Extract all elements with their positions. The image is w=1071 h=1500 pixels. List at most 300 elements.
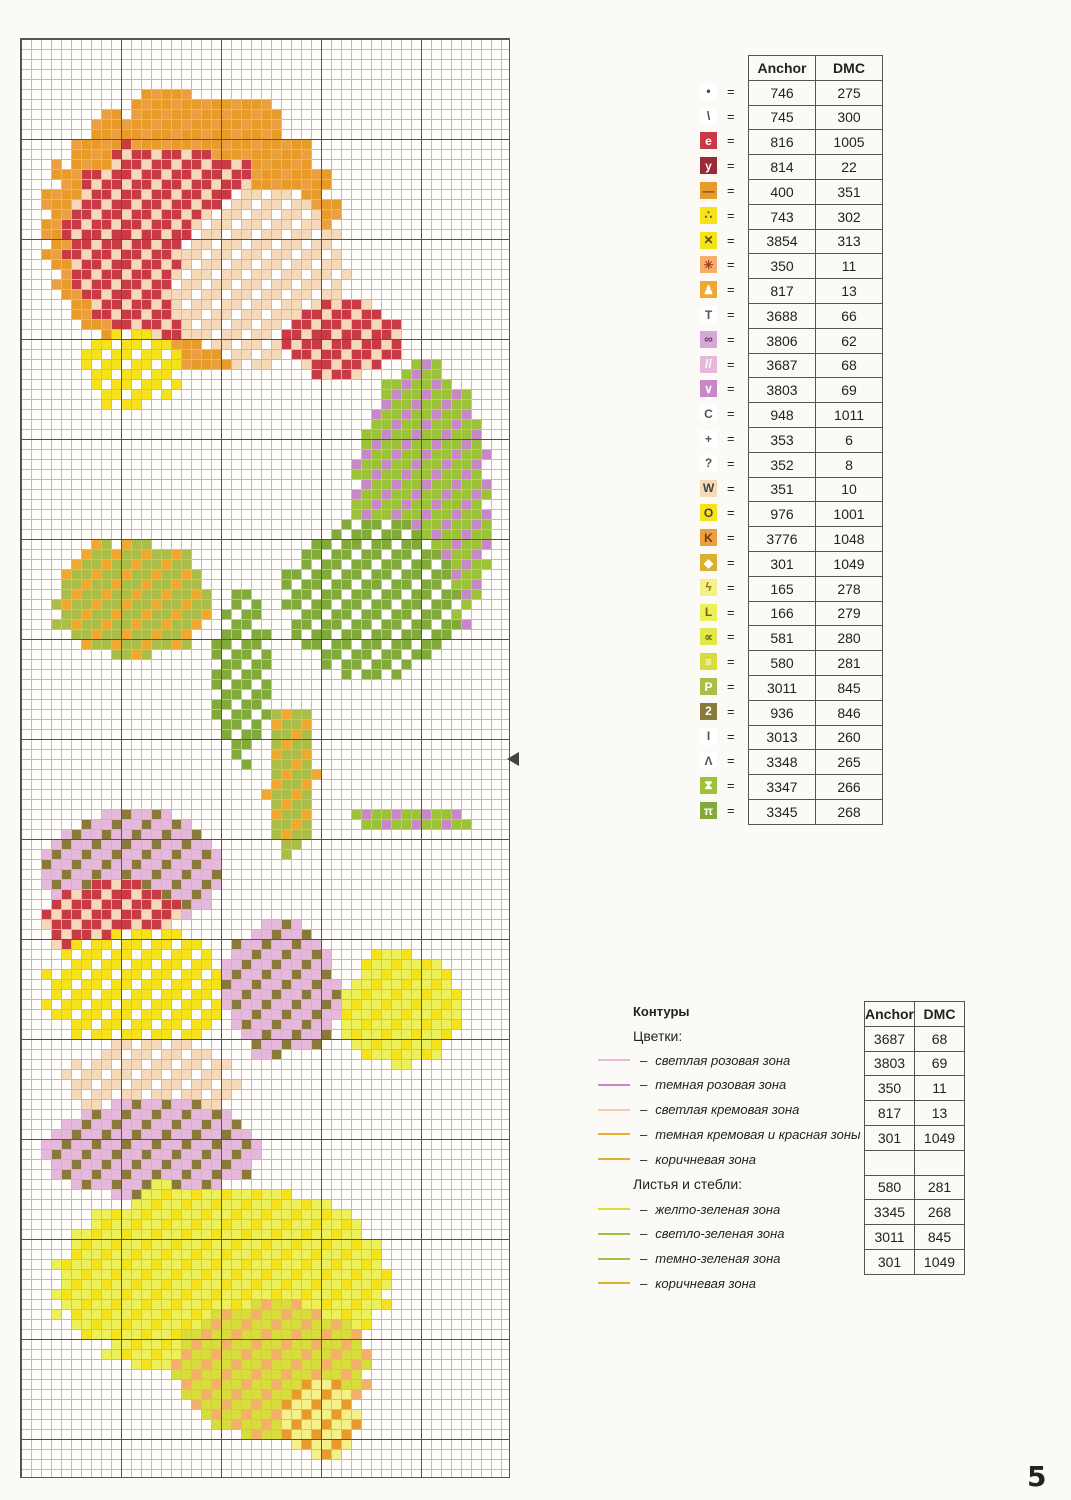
stitch-cell bbox=[192, 330, 201, 339]
legend-anchor-cell: 817 bbox=[749, 279, 816, 304]
stitch-cell bbox=[142, 860, 151, 869]
legend-row bbox=[749, 651, 883, 676]
stitch-cell bbox=[182, 890, 191, 899]
stitch-cell bbox=[232, 740, 241, 749]
stitch-cell bbox=[332, 610, 341, 619]
stitch-cell bbox=[252, 1050, 261, 1059]
stitch-cell bbox=[432, 970, 441, 979]
stitch-cell bbox=[342, 610, 351, 619]
stitch-cell bbox=[202, 150, 211, 159]
stitch-cell bbox=[292, 790, 301, 799]
contour-dash: – bbox=[640, 1052, 648, 1068]
legend-row bbox=[749, 527, 883, 552]
stitch-cell bbox=[242, 230, 251, 239]
stitch-cell bbox=[312, 1260, 321, 1269]
stitch-cell bbox=[62, 1130, 71, 1139]
stitch-cell bbox=[452, 410, 461, 419]
stitch-cell bbox=[272, 720, 281, 729]
stitch-cell bbox=[292, 920, 301, 929]
stitch-cell bbox=[332, 580, 341, 589]
stitch-cell bbox=[72, 260, 81, 269]
stitch-cell bbox=[182, 310, 191, 319]
stitch-cell bbox=[202, 870, 211, 879]
stitch-cell bbox=[242, 1290, 251, 1299]
legend-anchor-cell: 580 bbox=[749, 651, 816, 676]
stitch-cell bbox=[282, 260, 291, 269]
stitch-cell bbox=[202, 1000, 211, 1009]
stitch-cell bbox=[242, 640, 251, 649]
stitch-cell bbox=[292, 1240, 301, 1249]
stitch-cell bbox=[252, 730, 261, 739]
stitch-cell bbox=[112, 610, 121, 619]
stitch-cell bbox=[122, 390, 131, 399]
stitch-cell bbox=[202, 140, 211, 149]
stitch-cell bbox=[322, 1350, 331, 1359]
stitch-cell bbox=[472, 560, 481, 569]
stitch-cell bbox=[412, 410, 421, 419]
stitch-cell bbox=[472, 470, 481, 479]
legend-equals-sign: = bbox=[727, 133, 735, 149]
stitch-cell bbox=[292, 1310, 301, 1319]
stitch-cell bbox=[222, 1230, 231, 1239]
stitch-cell bbox=[202, 1280, 211, 1289]
stitch-cell bbox=[102, 330, 111, 339]
stitch-cell bbox=[72, 1140, 81, 1149]
stitch-cell bbox=[392, 630, 401, 639]
stitch-cell bbox=[272, 790, 281, 799]
stitch-cell bbox=[82, 1240, 91, 1249]
stitch-cell bbox=[302, 1220, 311, 1229]
stitch-cell bbox=[452, 510, 461, 519]
stitch-cell bbox=[142, 1290, 151, 1299]
stitch-cell bbox=[222, 1400, 231, 1409]
stitch-cell bbox=[92, 1330, 101, 1339]
stitch-cell bbox=[142, 820, 151, 829]
stitch-cell bbox=[82, 630, 91, 639]
stitch-cell bbox=[82, 1150, 91, 1159]
stitch-cell bbox=[172, 1130, 181, 1139]
stitch-cell bbox=[332, 250, 341, 259]
stitch-cell bbox=[282, 250, 291, 259]
stitch-cell bbox=[352, 1220, 361, 1229]
stitch-cell bbox=[232, 210, 241, 219]
stitch-cell bbox=[162, 1350, 171, 1359]
stitch-cell bbox=[252, 1030, 261, 1039]
stitch-cell bbox=[122, 1250, 131, 1259]
stitch-cell bbox=[132, 1100, 141, 1109]
stitch-cell bbox=[152, 980, 161, 989]
stitch-cell bbox=[202, 1160, 211, 1169]
stitch-cell bbox=[132, 110, 141, 119]
stitch-cell bbox=[122, 990, 131, 999]
stitch-cell bbox=[102, 640, 111, 649]
stitch-cell bbox=[292, 760, 301, 769]
stitch-cell bbox=[122, 1070, 131, 1079]
stitch-cell bbox=[172, 930, 181, 939]
stitch-cell bbox=[412, 960, 421, 969]
stitch-cell bbox=[192, 270, 201, 279]
stitch-cell bbox=[62, 830, 71, 839]
legend-row bbox=[749, 725, 883, 750]
stitch-cell bbox=[182, 290, 191, 299]
stitch-cell bbox=[272, 1400, 281, 1409]
stitch-cell bbox=[442, 600, 451, 609]
stitch-cell bbox=[242, 1000, 251, 1009]
stitch-cell bbox=[222, 230, 231, 239]
contour-dash: – bbox=[640, 1226, 648, 1242]
stitch-cell bbox=[262, 130, 271, 139]
stitch-cell bbox=[52, 890, 61, 899]
contour-dmc-cell: 845 bbox=[915, 1225, 965, 1250]
stitch-cell bbox=[362, 570, 371, 579]
stitch-cell bbox=[252, 1380, 261, 1389]
stitch-cell bbox=[202, 1200, 211, 1209]
stitch-cell bbox=[192, 1050, 201, 1059]
stitch-cell bbox=[222, 360, 231, 369]
stitch-cell bbox=[212, 980, 221, 989]
contour-line-swatch bbox=[598, 1059, 630, 1061]
stitch-cell bbox=[162, 180, 171, 189]
stitch-cell bbox=[242, 690, 251, 699]
stitch-cell bbox=[162, 1020, 171, 1029]
stitch-cell bbox=[142, 360, 151, 369]
stitch-cell bbox=[322, 960, 331, 969]
stitch-cell bbox=[192, 1280, 201, 1289]
stitch-cell bbox=[162, 170, 171, 179]
stitch-cell bbox=[112, 370, 121, 379]
stitch-cell bbox=[312, 330, 321, 339]
stitch-cell bbox=[232, 650, 241, 659]
stitch-cell bbox=[162, 970, 171, 979]
stitch-cell bbox=[142, 240, 151, 249]
page-number: 5 bbox=[1027, 1460, 1047, 1493]
stitch-cell bbox=[172, 590, 181, 599]
stitch-cell bbox=[392, 570, 401, 579]
stitch-cell bbox=[122, 1210, 131, 1219]
stitch-cell bbox=[82, 320, 91, 329]
stitch-cell bbox=[142, 1090, 151, 1099]
stitch-cell bbox=[212, 350, 221, 359]
stitch-cell bbox=[432, 510, 441, 519]
stitch-cell bbox=[102, 120, 111, 129]
stitch-cell bbox=[362, 620, 371, 629]
legend-equals-sign: = bbox=[727, 803, 735, 818]
stitch-cell bbox=[392, 960, 401, 969]
legend-equals-sign: = bbox=[727, 331, 735, 347]
legend-symbol-swatch: • bbox=[700, 83, 717, 100]
stitch-cell bbox=[72, 960, 81, 969]
stitch-cell bbox=[162, 1310, 171, 1319]
stitch-cell bbox=[202, 350, 211, 359]
stitch-cell bbox=[282, 820, 291, 829]
stitch-cell bbox=[102, 320, 111, 329]
stitch-cell bbox=[162, 1230, 171, 1239]
stitch-cell bbox=[262, 190, 271, 199]
stitch-cell bbox=[152, 1120, 161, 1129]
stitch-cell bbox=[462, 410, 471, 419]
stitch-cell bbox=[62, 950, 71, 959]
stitch-cell bbox=[92, 1300, 101, 1309]
stitch-cell bbox=[252, 1200, 261, 1209]
stitch-cell bbox=[392, 380, 401, 389]
stitch-cell bbox=[92, 1130, 101, 1139]
stitch-cell bbox=[372, 620, 381, 629]
stitch-cell bbox=[62, 990, 71, 999]
stitch-cell bbox=[302, 290, 311, 299]
stitch-cell bbox=[302, 1380, 311, 1389]
stitch-cell bbox=[112, 1110, 121, 1119]
legend-anchor-cell: 3803 bbox=[749, 378, 816, 403]
stitch-cell bbox=[382, 410, 391, 419]
stitch-cell bbox=[232, 160, 241, 169]
stitch-cell bbox=[242, 120, 251, 129]
legend-symbol-row bbox=[700, 798, 742, 823]
stitch-cell bbox=[192, 1120, 201, 1129]
stitch-cell bbox=[292, 180, 301, 189]
stitch-cell bbox=[392, 1000, 401, 1009]
stitch-cell bbox=[412, 1040, 421, 1049]
stitch-cell bbox=[102, 160, 111, 169]
stitch-cell bbox=[162, 1010, 171, 1019]
legend-dmc-cell: 11 bbox=[816, 254, 883, 279]
stitch-cell bbox=[152, 560, 161, 569]
stitch-cell bbox=[202, 1300, 211, 1309]
stitch-cell bbox=[262, 1350, 271, 1359]
stitch-cell bbox=[302, 720, 311, 729]
stitch-cell bbox=[232, 300, 241, 309]
stitch-cell bbox=[232, 1330, 241, 1339]
stitch-cell bbox=[392, 490, 401, 499]
stitch-cell bbox=[342, 650, 351, 659]
stitch-cell bbox=[112, 980, 121, 989]
stitch-cell bbox=[342, 360, 351, 369]
stitch-cell bbox=[252, 1370, 261, 1379]
stitch-cell bbox=[252, 210, 261, 219]
stitch-cell bbox=[112, 1140, 121, 1149]
stitch-cell bbox=[162, 1330, 171, 1339]
stitch-cell bbox=[112, 1050, 121, 1059]
stitch-cell bbox=[282, 1280, 291, 1289]
stitch-cell bbox=[432, 480, 441, 489]
stitch-cell bbox=[202, 1010, 211, 1019]
stitch-cell bbox=[202, 610, 211, 619]
stitch-cell bbox=[232, 950, 241, 959]
stitch-cell bbox=[292, 270, 301, 279]
stitch-cell bbox=[172, 130, 181, 139]
stitch-cell bbox=[392, 560, 401, 569]
stitch-cell bbox=[152, 1050, 161, 1059]
legend-symbol-row bbox=[700, 129, 742, 154]
stitch-cell bbox=[302, 790, 311, 799]
stitch-cell bbox=[322, 180, 331, 189]
stitch-cell bbox=[432, 820, 441, 829]
stitch-cell bbox=[182, 1210, 191, 1219]
stitch-cell bbox=[202, 130, 211, 139]
stitch-cell bbox=[122, 1140, 131, 1149]
stitch-cell bbox=[182, 200, 191, 209]
stitch-cell bbox=[362, 460, 371, 469]
stitch-cell bbox=[392, 620, 401, 629]
stitch-cell bbox=[392, 540, 401, 549]
stitch-cell bbox=[342, 1330, 351, 1339]
stitch-cell bbox=[122, 1310, 131, 1319]
stitch-cell bbox=[152, 880, 161, 889]
stitch-cell bbox=[212, 270, 221, 279]
stitch-cell bbox=[82, 1230, 91, 1239]
stitch-cell bbox=[92, 570, 101, 579]
legend-row bbox=[749, 700, 883, 725]
stitch-cell bbox=[182, 1120, 191, 1129]
stitch-cell bbox=[352, 310, 361, 319]
stitch-cell bbox=[72, 1030, 81, 1039]
stitch-cell bbox=[202, 1290, 211, 1299]
stitch-cell bbox=[112, 650, 121, 659]
legend-row bbox=[749, 750, 883, 775]
stitch-cell bbox=[212, 170, 221, 179]
stitch-cell bbox=[152, 590, 161, 599]
stitch-cell bbox=[312, 590, 321, 599]
stitch-cell bbox=[382, 400, 391, 409]
stitch-cell bbox=[282, 270, 291, 279]
stitch-cell bbox=[212, 1180, 221, 1189]
stitch-cell bbox=[342, 1030, 351, 1039]
stitch-cell bbox=[252, 310, 261, 319]
stitch-cell bbox=[142, 1220, 151, 1229]
stitch-cell bbox=[312, 650, 321, 659]
stitch-cell bbox=[312, 1270, 321, 1279]
stitch-cell bbox=[142, 1110, 151, 1119]
stitch-cell bbox=[342, 640, 351, 649]
stitch-cell bbox=[52, 160, 61, 169]
stitch-cell bbox=[212, 190, 221, 199]
stitch-cell bbox=[332, 1280, 341, 1289]
stitch-cell bbox=[252, 270, 261, 279]
stitch-cell bbox=[372, 1300, 381, 1309]
stitch-cell bbox=[92, 1210, 101, 1219]
stitch-cell bbox=[282, 720, 291, 729]
contour-row bbox=[598, 1271, 868, 1295]
stitch-cell bbox=[302, 180, 311, 189]
stitch-cell bbox=[382, 1050, 391, 1059]
stitch-cell bbox=[262, 340, 271, 349]
stitch-cell bbox=[112, 1280, 121, 1289]
stitch-cell bbox=[92, 320, 101, 329]
stitch-cell bbox=[132, 1260, 141, 1269]
stitch-cell bbox=[312, 1340, 321, 1349]
stitch-cell bbox=[152, 900, 161, 909]
stitch-cell bbox=[102, 570, 111, 579]
stitch-cell bbox=[132, 300, 141, 309]
stitch-cell bbox=[292, 150, 301, 159]
stitch-cell bbox=[392, 350, 401, 359]
stitch-cell bbox=[292, 1210, 301, 1219]
stitch-cell bbox=[382, 390, 391, 399]
stitch-cell bbox=[102, 1280, 111, 1289]
stitch-cell bbox=[122, 1230, 131, 1239]
contour-dmc-cell: 11 bbox=[915, 1076, 965, 1101]
stitch-cell bbox=[402, 1040, 411, 1049]
stitch-cell bbox=[142, 1280, 151, 1289]
stitch-cell bbox=[472, 530, 481, 539]
stitch-cell bbox=[292, 1380, 301, 1389]
stitch-cell bbox=[182, 990, 191, 999]
stitch-cell bbox=[112, 940, 121, 949]
stitch-cell bbox=[462, 510, 471, 519]
stitch-cell bbox=[122, 260, 131, 269]
stitch-cell bbox=[152, 1070, 161, 1079]
stitch-cell bbox=[372, 660, 381, 669]
stitch-cell bbox=[362, 990, 371, 999]
stitch-cell bbox=[72, 1230, 81, 1239]
stitch-cell bbox=[352, 550, 361, 559]
stitch-cell bbox=[122, 140, 131, 149]
stitch-cell bbox=[252, 610, 261, 619]
stitch-cell bbox=[72, 1120, 81, 1129]
stitch-cell bbox=[292, 960, 301, 969]
stitch-cell bbox=[142, 150, 151, 159]
stitch-cell bbox=[422, 410, 431, 419]
stitch-cell bbox=[232, 350, 241, 359]
stitch-cell bbox=[52, 1160, 61, 1169]
stitch-cell bbox=[382, 640, 391, 649]
contour-table-row bbox=[865, 1076, 965, 1101]
stitch-cell bbox=[102, 1160, 111, 1169]
stitch-cell bbox=[262, 1190, 271, 1199]
stitch-cell bbox=[192, 170, 201, 179]
stitch-cell bbox=[162, 1150, 171, 1159]
stitch-cell bbox=[242, 1360, 251, 1369]
stitch-cell bbox=[112, 300, 121, 309]
stitch-cell bbox=[182, 940, 191, 949]
stitch-cell bbox=[402, 480, 411, 489]
stitch-cell bbox=[282, 780, 291, 789]
stitch-cell bbox=[132, 1230, 141, 1239]
stitch-cell bbox=[312, 580, 321, 589]
legend-symbol-swatch: I bbox=[700, 728, 717, 745]
stitch-cell bbox=[432, 630, 441, 639]
stitch-cell bbox=[142, 570, 151, 579]
stitch-cell bbox=[292, 1420, 301, 1429]
stitch-cell bbox=[322, 1450, 331, 1459]
legend-symbol-swatch: ♟ bbox=[700, 281, 717, 298]
stitch-cell bbox=[432, 1000, 441, 1009]
stitch-cell bbox=[402, 370, 411, 379]
stitch-cell bbox=[222, 120, 231, 129]
stitch-cell bbox=[52, 910, 61, 919]
stitch-cell bbox=[442, 380, 451, 389]
stitch-cell bbox=[272, 190, 281, 199]
stitch-cell bbox=[332, 550, 341, 559]
stitch-cell bbox=[332, 280, 341, 289]
stitch-cell bbox=[292, 810, 301, 819]
stitch-cell bbox=[252, 170, 261, 179]
stitch-cell bbox=[162, 1300, 171, 1309]
stitch-cell bbox=[342, 340, 351, 349]
stitch-cell bbox=[252, 230, 261, 239]
stitch-cell bbox=[212, 200, 221, 209]
stitch-cell bbox=[392, 610, 401, 619]
stitch-cell bbox=[212, 880, 221, 889]
stitch-cell bbox=[112, 340, 121, 349]
stitch-cell bbox=[232, 340, 241, 349]
stitch-cell bbox=[222, 140, 231, 149]
stitch-cell bbox=[92, 550, 101, 559]
stitch-cell bbox=[362, 1030, 371, 1039]
stitch-cell bbox=[232, 760, 241, 769]
stitch-cell bbox=[102, 180, 111, 189]
stitch-cell bbox=[282, 1000, 291, 1009]
stitch-cell bbox=[372, 980, 381, 989]
